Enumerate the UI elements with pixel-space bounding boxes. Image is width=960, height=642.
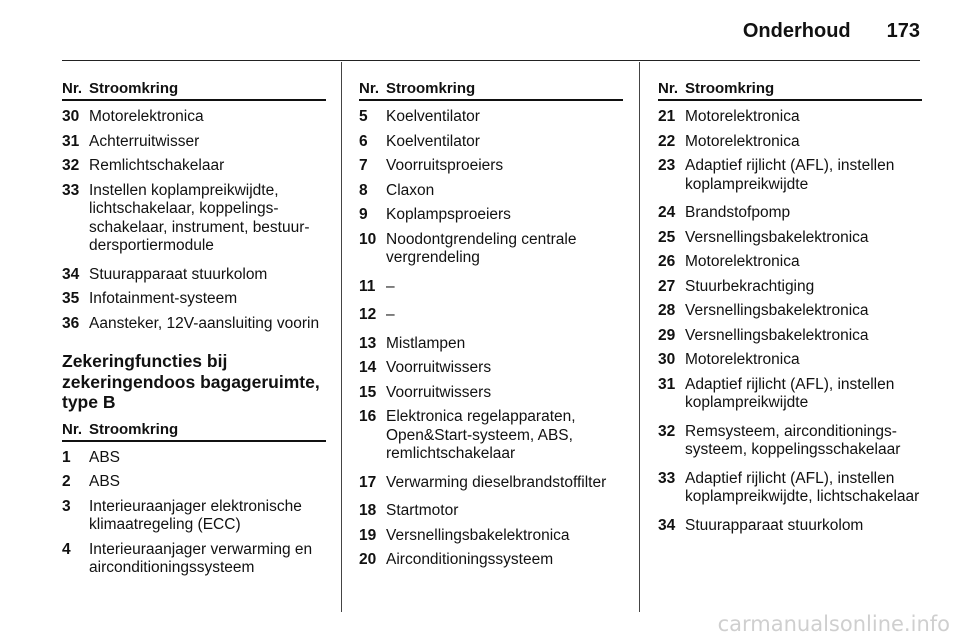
fuse-number: 34 xyxy=(62,265,80,283)
fuse-circuit: Versnellingsbakelektronica xyxy=(685,302,869,319)
column-right xyxy=(658,80,922,541)
fuse-number: 26 xyxy=(658,253,676,270)
fuse-number: 34 xyxy=(658,516,676,534)
watermark: carmanualsonline.info xyxy=(717,612,950,636)
table-row xyxy=(658,376,922,413)
table-row xyxy=(62,133,326,152)
table-row xyxy=(359,502,623,521)
fuse-circuit: Remsysteem, airconditioningssysteem, koppelingsschakelaar xyxy=(685,422,901,458)
fuse-number: 32 xyxy=(62,157,80,174)
table-row xyxy=(359,551,623,570)
table-row xyxy=(658,327,922,346)
table-row xyxy=(359,108,623,127)
fuse-number: 24 xyxy=(658,204,676,221)
table-row xyxy=(62,266,326,285)
fuse-circuit: Voorruitsproeiers xyxy=(386,157,504,174)
fuse-number: 2 xyxy=(62,473,71,490)
fuse-number: 20 xyxy=(359,551,377,568)
table-row xyxy=(62,182,326,256)
fuse-circuit: Motorelektronica xyxy=(685,132,800,150)
fuse-circuit: Startmotor xyxy=(386,502,459,519)
table-row xyxy=(62,541,326,578)
fuse-number: 4 xyxy=(62,540,71,558)
table-row xyxy=(62,108,326,127)
fuse-circuit: ABS xyxy=(89,448,121,466)
header-circuit: Stroomkring xyxy=(685,80,775,97)
fuse-number: 30 xyxy=(62,108,80,125)
fuse-circuit: Adaptief rijlicht (AFL), instellen koplampreikwijdte, lichtschakelaar xyxy=(685,469,920,505)
fuse-number: 31 xyxy=(62,132,80,150)
fuse-number: 29 xyxy=(658,326,676,344)
table-row xyxy=(359,408,623,464)
header-circuit: Stroomkring xyxy=(89,420,179,438)
page-number: 173 xyxy=(886,20,920,42)
table-row xyxy=(359,384,623,403)
fuse-number: 33 xyxy=(658,469,676,487)
table-row xyxy=(62,157,326,176)
fuse-circuit: Achterruitwisser xyxy=(89,132,200,150)
table-row xyxy=(658,229,922,248)
fuse-circuit: Aansteker, 12V-aansluiting voorin xyxy=(89,314,320,332)
fuse-number: 9 xyxy=(359,206,368,223)
fuse-circuit: Adaptief rijlicht (AFL), instellen koplampreikwijdte xyxy=(685,375,895,411)
fuse-number: 3 xyxy=(62,497,71,515)
fuse-number: 31 xyxy=(658,375,676,393)
fuse-number: 17 xyxy=(359,473,377,491)
fuse-number: 11 xyxy=(359,277,376,295)
fuse-circuit: Verwarming dieselbrandstoffilter xyxy=(386,473,607,491)
fuse-number: 5 xyxy=(359,108,368,125)
table-row xyxy=(359,231,623,268)
fuse-number: 15 xyxy=(359,383,377,401)
fuse-circuit: Stuurapparaat stuurkolom xyxy=(89,265,268,283)
fuse-circuit: Koelventilator xyxy=(386,108,480,125)
table-row xyxy=(658,253,922,272)
table-row xyxy=(658,470,922,507)
fuse-circuit: Elektronica regelapparaten, Open&Start-systeem, ABS, remlichtschakelaar xyxy=(386,408,576,462)
header-circuit: Stroomkring xyxy=(89,80,179,97)
fuse-circuit: Motorelektronica xyxy=(685,351,800,368)
fuse-circuit: Infotainment-systeem xyxy=(89,290,238,307)
fuse-number: 18 xyxy=(359,502,377,519)
fuse-circuit: Airconditioningssysteem xyxy=(386,551,554,568)
table-row xyxy=(658,278,922,297)
fuse-number: 25 xyxy=(658,228,676,246)
fuse-circuit: Versnellingsbakelektronica xyxy=(685,326,869,344)
fuse-number: 33 xyxy=(62,181,80,199)
column-divider xyxy=(639,62,640,612)
fuse-number: 23 xyxy=(658,157,676,174)
fuse-number: 28 xyxy=(658,302,676,319)
fuse-number: 16 xyxy=(359,408,377,425)
table-row xyxy=(62,498,326,535)
fuse-circuit: Stuurbekrachtiging xyxy=(685,277,815,295)
fuse-number: 32 xyxy=(658,422,676,440)
page-title: Onderhoud xyxy=(742,20,851,42)
table-row xyxy=(359,133,623,152)
fuse-circuit: Koplampsproeiers xyxy=(386,206,511,223)
table-row xyxy=(359,182,623,201)
column-divider xyxy=(341,62,342,612)
table-row xyxy=(658,423,922,460)
page-header xyxy=(62,20,920,61)
column-left xyxy=(62,80,326,584)
column-middle xyxy=(359,80,623,576)
fuse-number: 1 xyxy=(62,448,71,466)
table-row xyxy=(359,335,623,354)
table-row xyxy=(62,315,326,334)
fuse-number: 6 xyxy=(359,132,368,150)
table-row xyxy=(658,517,922,536)
header-nr: Nr. xyxy=(658,80,679,97)
fuse-circuit: Adaptief rijlicht (AFL), instellen koplampreikwijdte xyxy=(685,157,895,193)
header-nr: Nr. xyxy=(359,80,380,97)
fuse-circuit: Motorelektronica xyxy=(685,253,800,270)
table-row xyxy=(658,204,922,223)
table-row xyxy=(658,351,922,370)
fuse-circuit: Instellen koplampreikwijdte, lichtschakelaar, koppelingsschakelaar, instrument, bestuurdersportiermodule xyxy=(89,181,310,254)
table-row xyxy=(359,306,623,325)
fuse-number: 30 xyxy=(658,351,676,368)
table-header xyxy=(359,80,623,101)
fuse-circuit: Noodontgrendeling centrale vergrendeling xyxy=(386,230,577,266)
fuse-number: 27 xyxy=(658,277,676,295)
table-row xyxy=(62,290,326,309)
section-heading: Zekeringfuncties bij zekeringendoos bagageruimte, type B xyxy=(62,351,320,412)
table-row xyxy=(359,206,623,225)
fuse-number: 19 xyxy=(359,526,377,544)
fuse-circuit: ABS xyxy=(89,473,121,490)
table-row xyxy=(359,359,623,378)
fuse-circuit: Remlichtschakelaar xyxy=(89,157,225,174)
fuse-circuit: Motorelektronica xyxy=(685,108,800,125)
fuse-circuit: Stuurapparaat stuurkolom xyxy=(685,516,864,534)
table-header xyxy=(62,80,326,101)
fuse-circuit: Claxon xyxy=(386,181,435,199)
table-row xyxy=(62,473,326,492)
fuse-circuit: Interieuraanjager verwarming en airconditioningssysteem xyxy=(89,540,313,576)
fuse-number: 35 xyxy=(62,290,80,307)
fuse-number: 8 xyxy=(359,181,368,199)
fuse-number: 10 xyxy=(359,230,377,248)
fuse-number: 21 xyxy=(658,108,676,125)
table-header xyxy=(62,421,326,442)
fuse-circuit: Motorelektronica xyxy=(89,108,204,125)
table-row xyxy=(658,302,922,321)
fuse-number: 12 xyxy=(359,306,377,323)
fuse-circuit: Koelventilator xyxy=(386,132,480,150)
table-row xyxy=(658,108,922,127)
table-row xyxy=(62,449,326,468)
fuse-circuit: Interieuraanjager elektronische klimaatregeling (ECC) xyxy=(89,497,302,533)
header-nr: Nr. xyxy=(62,80,83,97)
table-row xyxy=(359,527,623,546)
fuse-circuit: Brandstofpomp xyxy=(685,204,791,221)
table-row xyxy=(359,474,623,493)
table-row xyxy=(359,278,623,297)
fuse-circuit: Voorruitwissers xyxy=(386,359,492,376)
header-nr: Nr. xyxy=(62,420,83,438)
fuse-number: 22 xyxy=(658,132,676,150)
fuse-circuit: – xyxy=(386,277,395,295)
table-row xyxy=(658,157,922,194)
fuse-circuit: Voorruitwissers xyxy=(386,383,492,401)
fuse-number: 14 xyxy=(359,359,377,376)
fuse-circuit: Versnellingsbakelektronica xyxy=(685,228,869,246)
header-circuit: Stroomkring xyxy=(386,80,476,97)
fuse-circuit: Mistlampen xyxy=(386,334,466,352)
fuse-number: 7 xyxy=(359,157,368,174)
fuse-circuit: Versnellingsbakelektronica xyxy=(386,526,570,544)
fuse-circuit: – xyxy=(386,306,395,323)
fuse-number: 36 xyxy=(62,314,80,332)
table-header xyxy=(658,80,922,101)
fuse-number: 13 xyxy=(359,334,377,352)
table-row xyxy=(359,157,623,176)
table-row xyxy=(658,133,922,152)
